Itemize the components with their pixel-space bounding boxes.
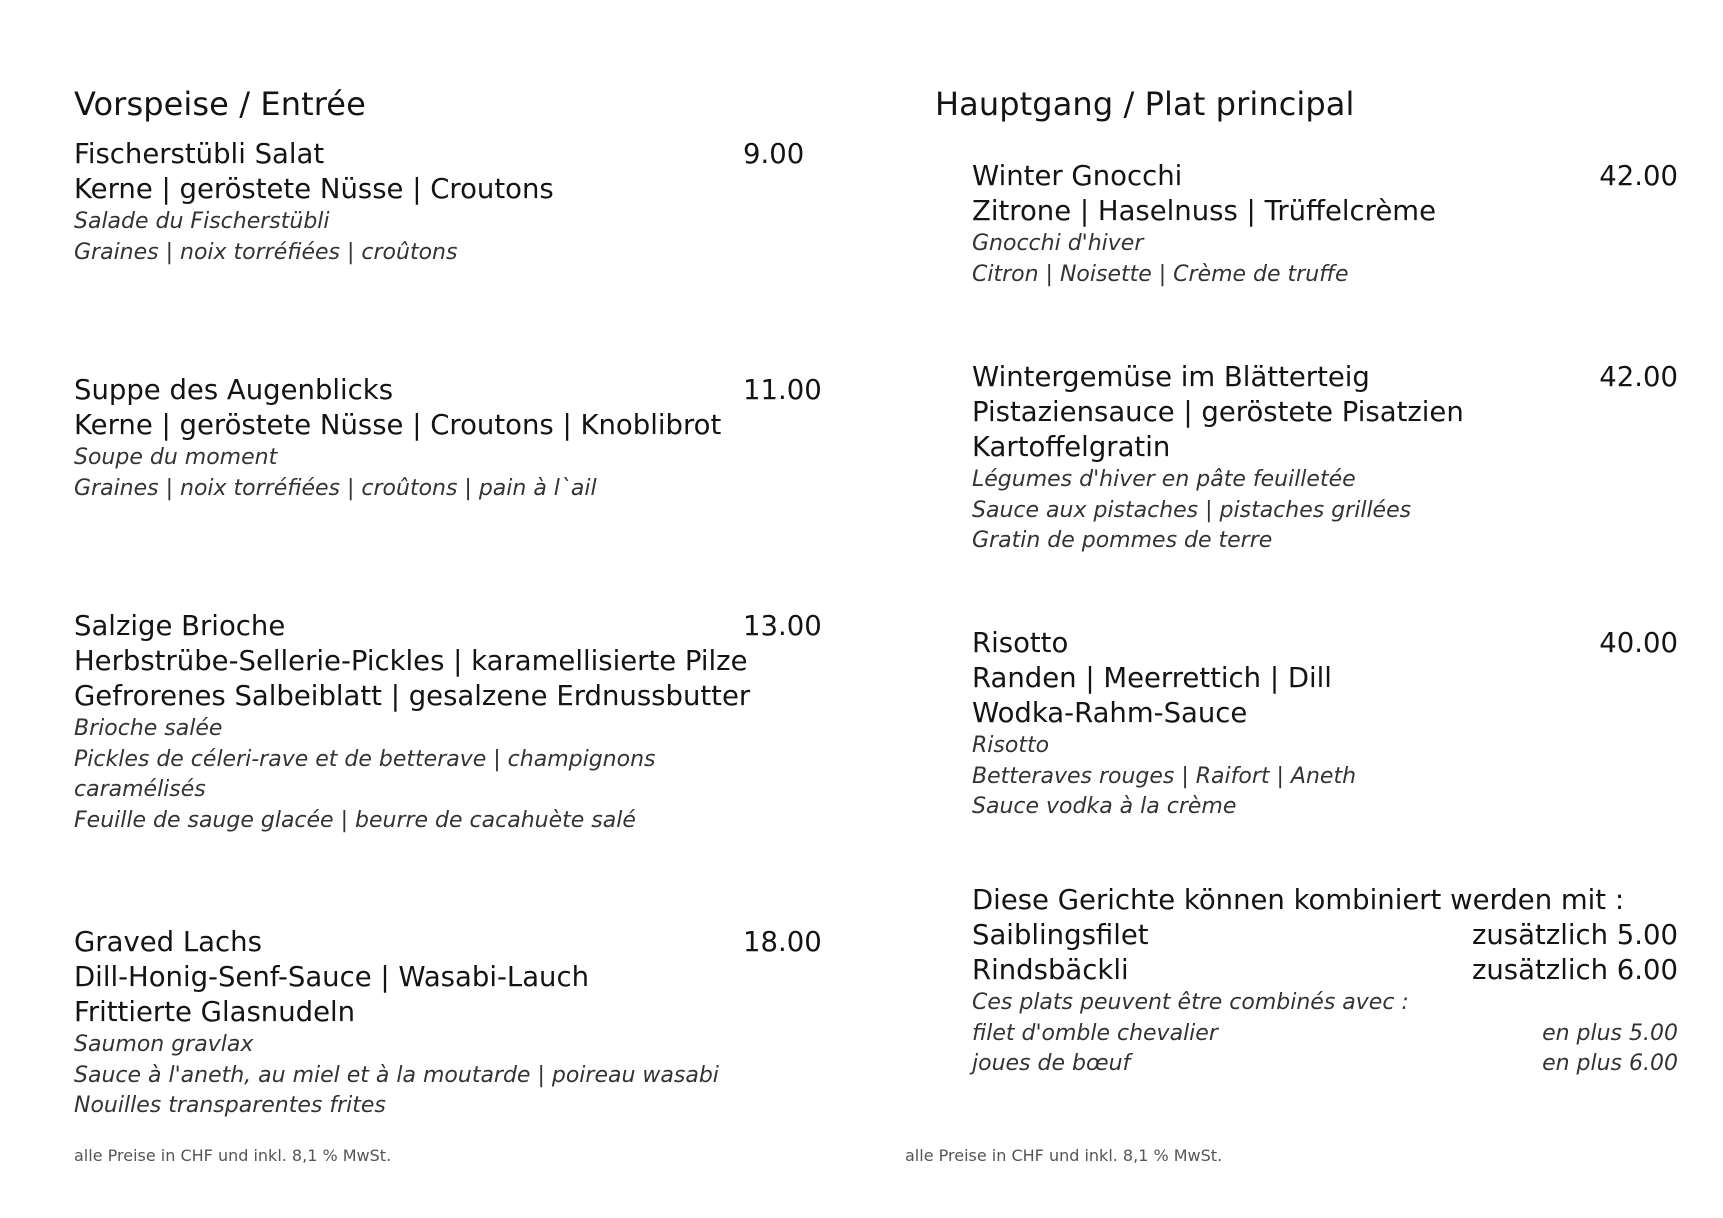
dish-name: Salzige Brioche [74,610,286,642]
combination-option [972,953,1678,988]
option-name-fr: joues de bœuf [972,1051,1131,1076]
menu-item [74,373,822,504]
dish-description: Pistaziensauce | geröstete Pisatzien [972,396,1464,428]
combination-intro: Diese Gerichte können kombiniert werden mit : [972,884,1625,916]
option-name-fr: filet d'omble chevalier [972,1020,1218,1046]
combination-option-fr [972,1049,1678,1080]
dish-name-fr: Légumes d'hiver en pâte feuilletée [972,467,1356,492]
dish-description: Dill-Honig-Senf-Sauce | Wasabi-Lauch [74,961,590,993]
dish-name: Suppe des Augenblicks [74,374,394,406]
dish-price: 42.00 [1599,361,1678,393]
dish-description-fr: Sauce vodka à la crème [972,794,1237,819]
dish-name-fr: Saumon gravlax [74,1032,254,1057]
menu-item [972,360,1678,557]
dish-price: 11.00 [743,374,822,406]
menu-item [74,609,822,836]
dish-description-fr: Betteraves rouges | Raifort | Aneth [972,763,1357,789]
dish-description-fr: Pickles de céleri-rave et de betterave | champignons [74,746,656,772]
dish-description-fr: caramélisés [74,777,206,802]
dish-name: Graved Lachs [74,926,262,958]
option-name: Saiblingsfilet [972,919,1149,951]
dish-description: Kartoffelgratin [972,431,1171,463]
option-price: zusätzlich 5.00 [1471,919,1678,951]
dish-description: Frittierte Glasnudeln [74,996,356,1028]
dish-description: Wodka-Rahm-Sauce [972,697,1248,729]
dish-price: 13.00 [743,610,822,642]
dish-description-fr: Graines | noix torréfiées | croûtons [74,239,458,265]
menu-item [74,925,822,1122]
dish-description-fr: Sauce à l'aneth, au miel et à la moutarde | poireau wasabi [74,1062,719,1088]
main-course-section-title: Hauptgang / Plat principal [935,85,1355,123]
dish-description-fr: Gratin de pommes de terre [972,528,1273,553]
dish-name-fr: Risotto [972,733,1050,758]
price-footnote: alle Preise in CHF und inkl. 8,1 % MwSt. [905,1146,1223,1165]
dish-name-fr: Gnocchi d'hiver [972,231,1144,256]
option-price: zusätzlich 6.00 [1471,954,1678,986]
dish-description: Randen | Meerrettich | Dill [972,662,1332,694]
dish-description: Kerne | geröstete Nüsse | Croutons [74,173,554,205]
menu-item [972,159,1678,290]
dish-description-fr: Citron | Noisette | Crème de truffe [972,261,1349,287]
dish-description: Gefrorenes Salbeiblatt | gesalzene Erdnussbutter [74,680,751,712]
dish-description-fr: Sauce aux pistaches | pistaches grillées [972,497,1412,523]
dish-description-fr: Graines | noix torréfiées | croûtons | pain à l`ail [74,475,597,501]
dish-description: Herbstrübe-Sellerie-Pickles | karamellisierte Pilze [74,645,748,677]
combination-intro-fr: Ces plats peuvent être combinés avec : [972,990,1409,1015]
combination-options [972,883,1678,1080]
starter-section-title: Vorspeise / Entrée [74,85,366,123]
menu-item [972,626,1678,823]
dish-name-fr: Salade du Fischerstübli [74,209,330,234]
dish-description-fr: Feuille de sauge glacée | beurre de cacahuète salé [74,807,636,833]
dish-price: 18.00 [743,926,822,958]
dish-description: Zitrone | Haselnuss | Trüffelcrème [972,195,1437,227]
dish-price: 40.00 [1599,627,1678,659]
price-footnote: alle Preise in CHF und inkl. 8,1 % MwSt. [74,1146,392,1165]
combination-option-fr [972,1019,1678,1050]
dish-name-fr: Soupe du moment [74,445,278,470]
dish-description: Kerne | geröstete Nüsse | Croutons | Knoblibrot [74,409,722,441]
dish-description-fr: Nouilles transparentes frites [74,1093,386,1118]
dish-price: 9.00 [743,138,805,170]
option-name: Rindsbäckli [972,954,1129,986]
menu-item [74,137,816,268]
dish-name: Fischerstübli Salat [74,138,325,170]
dish-price: 42.00 [1599,160,1678,192]
dish-name-fr: Brioche salée [74,716,223,741]
dish-name: Risotto [972,627,1069,659]
combination-option [972,918,1678,953]
dish-name: Wintergemüse im Blätterteig [972,361,1370,393]
option-price-fr: en plus 5.00 [1542,1020,1678,1046]
option-price-fr: en plus 6.00 [1542,1051,1678,1076]
dish-name: Winter Gnocchi [972,160,1183,192]
